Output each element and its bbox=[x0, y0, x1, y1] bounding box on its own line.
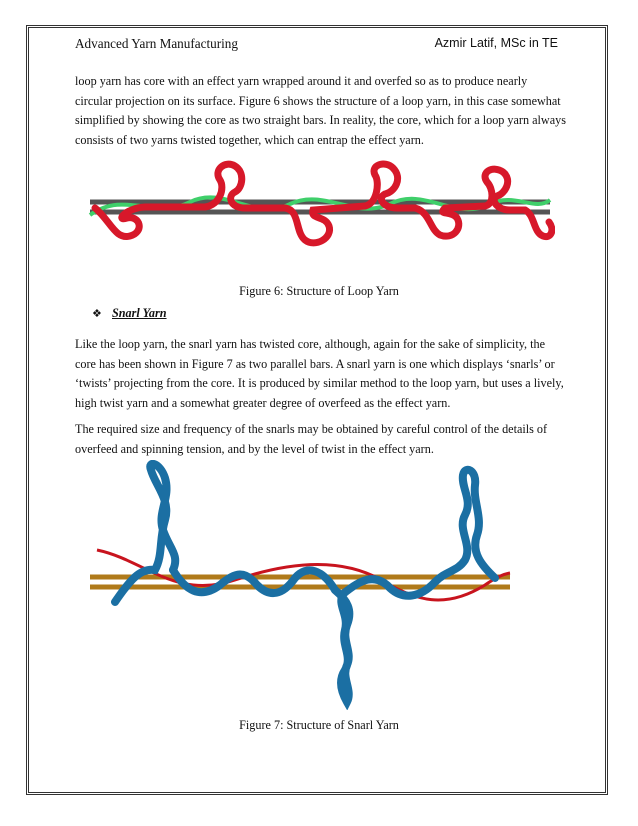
figure-6-caption: Figure 6: Structure of Loop Yarn bbox=[239, 284, 399, 298]
snarl-yarn-paragraph-1: Like the loop yarn, the snarl yarn has twisted core, although, again for the sake of simplicity, the core has been shown in Figure 7 as two parallel bars. A snarl yarn is one which displays ‘snarls’ or ‘twists’ projecting from the core. It is produced by similar method to the loop yarn, but uses a lively, high twist yarn and a somewhat greater degree of overfeed as the effect yarn. bbox=[75, 337, 564, 410]
loop-yarn-paragraph: loop yarn has core with an effect yarn wrapped around it and overfed so as to produce nearly circular projection on its surface. Figure 6 shows the structure of a loop yarn, in this case somewhat simplified by showing the core as two straight bars. In reality, the core, which for a loop yarn always consists of two yarns twisted together, which can entrap the effect yarn. bbox=[75, 74, 566, 147]
page-header bbox=[75, 36, 558, 56]
snarl-yarn-heading bbox=[92, 306, 167, 321]
section-title: Snarl Yarn bbox=[112, 306, 167, 320]
loop-yarn-figure bbox=[85, 160, 555, 270]
diamond-bullet-icon: ❖ bbox=[92, 307, 102, 320]
author-name: Azmir Latif, MSc in TE bbox=[434, 36, 558, 50]
figure-7-caption: Figure 7: Structure of Snarl Yarn bbox=[239, 718, 399, 732]
snarl-effect-yarn bbox=[115, 464, 495, 702]
document-title: Advanced Yarn Manufacturing bbox=[75, 36, 238, 51]
snarl-yarn-paragraph-2: The required size and frequency of the snarls may be obtained by careful control of the details of overfeed and spinning tension, and by the level of twist in the effect yarn. bbox=[75, 422, 548, 456]
snarl-yarn-figure bbox=[85, 460, 515, 710]
